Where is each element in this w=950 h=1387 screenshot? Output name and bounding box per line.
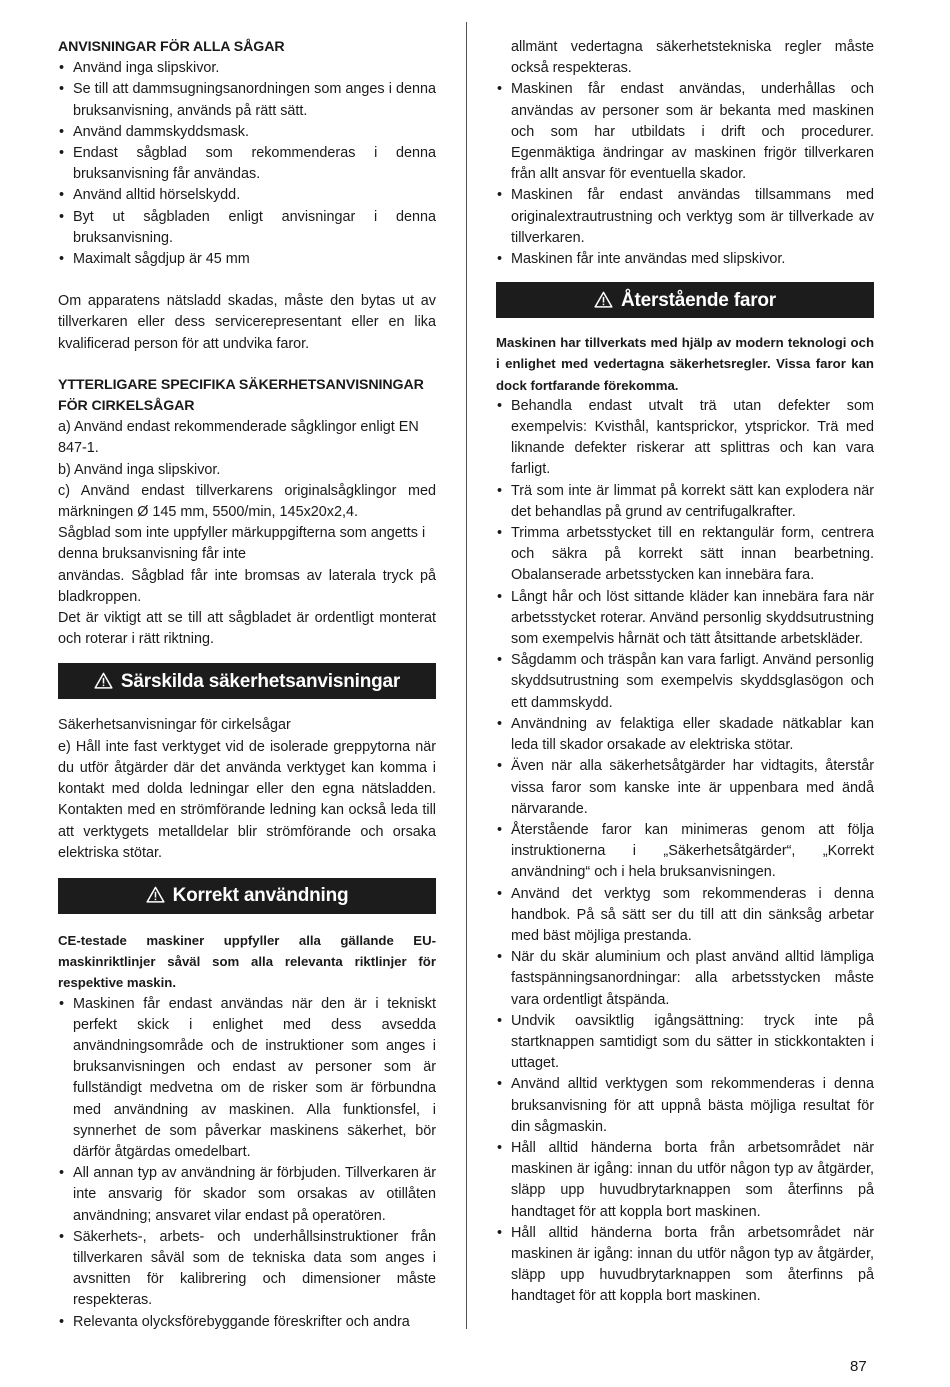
paragraph-e: användas. Sågblad får inte bromsas av laterala tryck på bladkroppen. xyxy=(58,567,436,605)
left-column xyxy=(58,37,436,1333)
paragraph-b: b) Använd inga slipskivor. xyxy=(58,461,221,478)
list-item: • Säkerhets-, arbets- och underhållsinstruktioner från tillverkaren såväl som de tekniska data som anges i avsnitten för kalibrering och dimensioner måste respekteras. xyxy=(58,1227,436,1312)
list-item: • Maximalt sågdjup är 45 mm xyxy=(58,249,436,270)
correct-use-intro: CE-testade maskiner uppfyller alla gällande EU-maskinriktlinjer såväl som alla relevanta riktlinjer för respektive maskin. xyxy=(58,932,436,991)
list-item: • Behandla endast utvalt trä utan defekter som exempelvis: Kvisthål, kantsprickor, ytsprickor. Trä med liknande defekter riskerar att splittras och kan vara farligt. xyxy=(496,396,874,481)
paragraph-e2: e) Håll inte fast verktyget vid de isolerade greppytorna när du utför åtgärder där det använda verktyget kan komma i kontakt med dolda ledningar eller den egna nätsladden. Kontakten med en strömförande ledning kan också leda till att verktygets metalldelar blir strömförande och orsaka elektriska stötar. xyxy=(58,738,436,861)
list-item: • Maskinen får inte användas med slipskivor. xyxy=(496,249,874,270)
list-item: • Byt ut sågbladen enligt anvisningar i denna bruksanvisning. xyxy=(58,207,436,249)
warning-icon xyxy=(594,291,613,308)
list-item: • Se till att dammsugningsanordningen som anges i denna bruksanvisning, används på rätt sätt. xyxy=(58,79,436,121)
section-bar-correct-use xyxy=(58,878,436,914)
list-item: • Maskinen får endast användas, underhållas och användas av personer som är bekanta med maskinen och som har utbildats i drift och procedurer. Egenmäktiga ändringar av maskinen frigör tillverkaren från allt ansvar för eventuella skador. xyxy=(496,79,874,185)
section-bar-residual-risks xyxy=(496,282,874,318)
paragraph-a: a) Använd endast rekommenderade sågklingor enligt EN 847-1. xyxy=(58,419,419,457)
usage-list xyxy=(496,79,874,270)
list-item: • Använd alltid verktygen som rekommenderas i denna bruksanvisning för att uppnå bästa möjliga resultat för din sågmaskin. xyxy=(496,1074,874,1138)
paragraph-c: c) Använd endast tillverkarens originalsågklingor med märkningen Ø 145 mm, 5500/min, 145x20x2,4. xyxy=(58,482,436,521)
list-item: • Endast sågblad som rekommenderas i denna bruksanvisning får användas. xyxy=(58,143,436,185)
cord-paragraph: Om apparatens nätsladd skadas, måste den bytas ut av tillverkaren eller dess servicerepresentant eller en lika kvalificerad person för att undvika faror. xyxy=(58,293,436,352)
list-item: • Använd dammskyddsmask. xyxy=(58,122,436,143)
list-item: • Undvik oavsiktlig igångsättning: tryck inte på startknappen samtidigt som du sätter in stickkontakten i uttaget. xyxy=(496,1011,874,1075)
section-title: Återstående faror xyxy=(621,289,776,311)
list-item: • Håll alltid händerna borta från arbetsområdet när maskinen är igång: innan du utför någon typ av åtgärder, släpp upp huvudbrytarknappen som återfinns på handtaget för att koppla bort maskinen. xyxy=(496,1138,874,1223)
residual-risks-intro: Maskinen har tillverkats med hjälp av modern teknologi och i enlighet med vedertagna säkerhetsregler. Vissa faror kan dock fortfarande förekomma. xyxy=(496,335,874,393)
warning-icon xyxy=(94,672,113,689)
continued-paragraph: allmänt vedertagna säkerhetstekniska regler måste också respekteras. xyxy=(511,39,874,77)
list-item: • Använd det verktyg som rekommenderas i denna handbok. På så sätt ser du till att din sänksåg arbetar med bäst möjliga prestanda. xyxy=(496,884,874,948)
list-item: • Använd alltid hörselskydd. xyxy=(58,185,436,206)
list-item: • Användning av felaktiga eller skadade nätkablar kan leda till skador orsakade av elektriska stötar. xyxy=(496,714,874,756)
list-item: • Relevanta olycksförebyggande föreskrifter och andra xyxy=(58,1312,436,1333)
list-item: • Maskinen får endast användas när den är i tekniskt perfekt skick i enlighet med dess avsedda användningsområde och de instruktioner som anges i bruksanvisningen och endast av personer som är fullständigt medvetna om de risker som är förbundna med användning av maskinen. Alla funktionsfel, i synnerhet de som påverkar maskinens säkerhet, bör därför åtgärdas omedelbart. xyxy=(58,994,436,1164)
list-item: • Långt hår och löst sittande kläder kan innebära fara när arbetsstycket roterar. Använd personlig skyddsutrustning som exempelvis hårnät och tätt åtsittande arbetskläder. xyxy=(496,587,874,651)
heading-circular-saws: YTTERLIGARE SPECIFIKA SÄKERHETSANVISNINGAR FÖR CIRKELSÅGAR xyxy=(58,376,424,415)
list-item: • Trimma arbetsstycket till en rektangulär form, centrera och säkra på korrekt sätt innan bearbetning. Obalanserade arbetsstycken kan innebära fara. xyxy=(496,523,874,587)
section-title: Korrekt användning xyxy=(172,885,349,907)
column-divider xyxy=(466,22,467,1329)
list-item: • Maskinen får endast användas tillsammans med originalextrautrustning och verktyg som är tillverkade av tillverkaren. xyxy=(496,185,874,249)
paragraph-d: Sågblad som inte uppfyller märkuppgifterna som angetts i denna bruksanvisning får inte xyxy=(58,525,426,563)
list-item: • När du skär aluminium och plast använd alltid lämpliga fastspänningsanordningar: alla arbetsstycken måste vara ordentligt åtspända. xyxy=(496,947,874,1011)
list-item: • Återstående faror kan minimeras genom att följa instruktionerna i „Säkerhetsåtgärder“, „Korrekt användning“ och i hela bruksanvisningen. xyxy=(496,820,874,884)
heading-all-saws: ANVISNINGAR FÖR ALLA SÅGAR xyxy=(58,39,285,55)
subheading-circular-saws: Säkerhetsanvisningar för cirkelsågar xyxy=(58,717,291,734)
all-saws-list xyxy=(58,58,436,270)
section-title: Särskilda säkerhetsanvisningar xyxy=(120,670,401,692)
list-item: • All annan typ av användning är förbjuden. Tillverkaren är inte ansvarig för skador som orsakas av otillåten användning; ansvaret vilar endast på operatören. xyxy=(58,1163,436,1227)
list-item: • Sågdamm och träspån kan vara farligt. Använd personlig skyddsutrustning som exempelvis skyddsglasögon och ett dammskydd. xyxy=(496,650,874,714)
list-item: • Även när alla säkerhetsåtgärder har vidtagits, återstår vissa faror som kanske inte är uppenbara med ändå närvarande. xyxy=(496,756,874,820)
warning-icon xyxy=(146,886,165,903)
list-item: • Använd inga slipskivor. xyxy=(58,58,436,79)
correct-use-list xyxy=(58,994,436,1333)
right-column xyxy=(496,37,874,1308)
list-item: • Håll alltid händerna borta från arbetsområdet när maskinen är igång: innan du utför någon typ av åtgärder, släpp upp huvudbrytarknappen som återfinns på handtaget för att koppla bort maskinen. xyxy=(496,1223,874,1308)
residual-risks-list xyxy=(496,396,874,1308)
page-number: 87 xyxy=(850,1358,867,1375)
section-bar-special-safety xyxy=(58,663,436,699)
paragraph-f: Det är viktigt att se till att sågbladet är ordentligt monterat och roterar i rätt riktning. xyxy=(58,610,436,648)
list-item: • Trä som inte är limmat på korrekt sätt kan explodera när det behandlas på grund av centrifugalkrafter. xyxy=(496,481,874,523)
